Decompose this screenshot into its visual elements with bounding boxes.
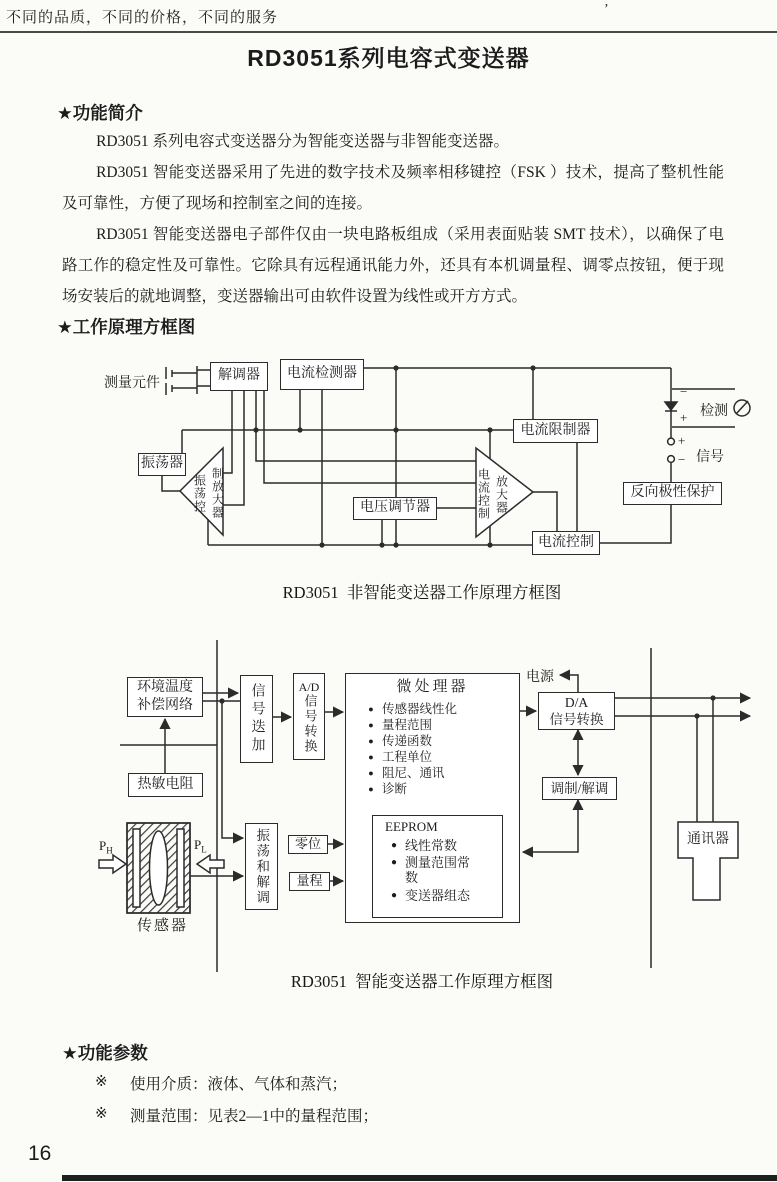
current-control-box: 电流控制 xyxy=(532,531,600,555)
p-low-label xyxy=(194,837,207,855)
p-high-label xyxy=(99,838,113,856)
voltage-regulator-box: 电压调节器 xyxy=(353,497,437,520)
list-item xyxy=(383,855,502,885)
intro-paragraph-3: RD3051 智能变送器电子部件仅由一块电路板组成（采用表面贴装 SMT 技术），以确保了电路工作的稳定性及可靠性。它除具有远程通讯能力外，还具有本机调量程、调零点按钮，便于现场安装后的就地调整，变送器输出可由软件设置为线性或开方方式。 xyxy=(62,226,724,305)
demodulator-box: 解调器 xyxy=(210,362,268,391)
terminal-plus-sign: + xyxy=(678,433,686,448)
mcu-item: 阻尼、通讯 xyxy=(382,766,445,781)
signal-terminals xyxy=(668,427,675,482)
osc-control-amp-label xyxy=(192,452,226,534)
diagram2-caption: RD3051 智能变送器工作原理方框图 xyxy=(290,972,554,991)
param-text-medium: 使用介质：液体、气体和蒸汽； xyxy=(130,1076,348,1093)
amp2-col2: 放大器 xyxy=(494,474,509,514)
zero-box: 零位 xyxy=(288,835,328,854)
list-item xyxy=(360,783,519,797)
detect-plus-sign: + xyxy=(680,410,688,425)
bullet-icon: ● xyxy=(368,752,374,763)
list-item xyxy=(383,838,502,853)
stray-scan-mark: ’ xyxy=(604,2,609,17)
bullet-icon: ● xyxy=(368,704,374,715)
amp1-col1: 振荡控 xyxy=(192,473,207,513)
mcu-item: 诊断 xyxy=(382,782,408,797)
param-mark: ※ xyxy=(95,1106,108,1122)
list-item xyxy=(360,735,519,749)
detect-label: 检测 xyxy=(700,404,728,419)
da-line1: D/A xyxy=(564,695,589,710)
sensor-label: 传感器 xyxy=(137,918,189,934)
eeprom-title: EEPROM xyxy=(385,819,438,834)
bullet-icon: ● xyxy=(368,720,374,731)
temp-compensation-box: 环境温度补偿网络 xyxy=(127,677,203,717)
list-item xyxy=(360,751,519,765)
intro-paragraph-2: RD3051 智能变送器采用了先进的数字技术及频率相移键控（FSK ）技术，提高了整机性能及可靠性，方便了现场和控制室之间的连接。 xyxy=(62,164,724,212)
ad-label: A/D xyxy=(298,679,320,694)
current-detector-box: 电流检测器 xyxy=(280,359,364,390)
page-number: 16 xyxy=(28,1142,52,1165)
param-text-range: 测量范围：见表2—1中的量程范围； xyxy=(130,1108,379,1125)
list-item xyxy=(360,719,519,733)
list-item xyxy=(360,767,519,781)
list-item xyxy=(383,888,502,903)
mcu-item: 传递函数 xyxy=(382,734,433,749)
sensor-graphic xyxy=(127,823,190,913)
p-low-main: P xyxy=(194,837,202,852)
bullet-icon: ● xyxy=(390,889,398,901)
param-mark: ※ xyxy=(95,1074,108,1090)
ad-vertical-label: 信号转换 xyxy=(302,694,318,755)
span-box: 量程 xyxy=(289,872,330,891)
eeprom-box xyxy=(372,815,503,918)
modem-box: 调制/解调 xyxy=(542,777,617,800)
p-low-sub: L xyxy=(201,844,207,855)
communicator-label: 通讯器 xyxy=(687,832,729,847)
diagram1-wires xyxy=(162,365,750,547)
signal-label: 信号 xyxy=(696,450,724,465)
eeprom-list xyxy=(373,838,502,906)
mcu-item: 量程范围 xyxy=(382,718,433,733)
microprocessor-title: 微处理器 xyxy=(396,679,469,695)
detect-minus-sign: − xyxy=(680,384,688,399)
terminal-minus-sign: − xyxy=(678,452,686,467)
pressure-arrow-low-icon xyxy=(197,855,224,873)
oscillator-box: 振荡器 xyxy=(138,453,186,476)
bullet-icon: ● xyxy=(390,839,398,851)
reverse-polarity-protect-box: 反向极性保护 xyxy=(623,482,722,505)
pressure-arrow-high-icon xyxy=(99,855,126,873)
p-high-main: P xyxy=(99,838,107,853)
bullet-icon: ● xyxy=(390,857,398,869)
da-line2: 信号转换 xyxy=(549,712,604,727)
amp1-col2: 制放大器 xyxy=(210,467,225,519)
microprocessor-list xyxy=(346,703,519,799)
power-label: 电源 xyxy=(526,670,554,685)
mcu-item: 工程单位 xyxy=(382,750,433,765)
page-title: RD3051系列电容式变送器 xyxy=(247,45,530,71)
current-limiter-box: 电流限制器 xyxy=(513,419,598,443)
intro-paragraph-1: RD3051 系列电容式变送器分为智能变送器与非智能变送器。 xyxy=(96,133,510,150)
capacitor-symbol xyxy=(166,366,210,395)
eeprom-item: 测量范围常数 xyxy=(405,855,471,886)
measuring-element-label: 测量元件 xyxy=(104,376,160,391)
intro-heading: ★功能简介 xyxy=(57,103,143,123)
diode-icon xyxy=(665,402,677,411)
header-slogan: 不同的品质，不同的价格，不同的服务 xyxy=(6,10,279,26)
diagram1-caption: RD3051 非智能变送器工作原理方框图 xyxy=(282,583,562,602)
params-heading: ★功能参数 xyxy=(62,1043,148,1063)
p-high-sub: H xyxy=(106,845,113,856)
signal-superposition-box: 信号迭加 xyxy=(240,675,273,763)
ad-converter-box xyxy=(293,673,325,760)
da-converter-box xyxy=(538,692,615,730)
bullet-icon: ● xyxy=(368,784,374,795)
working-principle-heading: ★工作原理方框图 xyxy=(57,317,196,337)
thermistor-box: 热敏电阻 xyxy=(128,773,203,797)
eeprom-item: 线性常数 xyxy=(405,837,458,853)
eeprom-item: 变送器组态 xyxy=(405,887,471,903)
bullet-icon: ● xyxy=(368,736,374,747)
bullet-icon: ● xyxy=(368,768,374,779)
osc-demod-box: 振荡和解调 xyxy=(245,823,278,910)
list-item xyxy=(360,703,519,717)
current-control-amp-label xyxy=(477,450,509,538)
amp2-col1: 电流控制 xyxy=(476,468,491,520)
mcu-item: 传感器线性化 xyxy=(382,702,458,717)
